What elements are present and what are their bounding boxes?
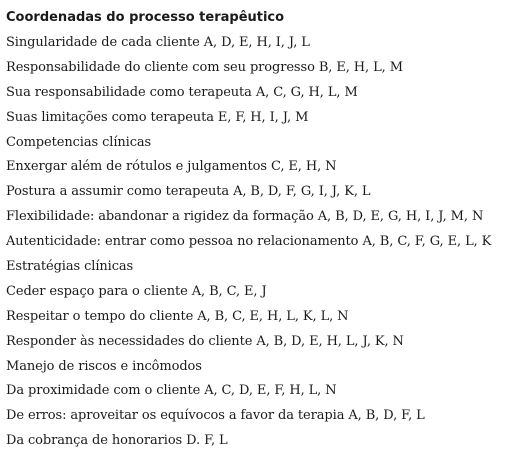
list-item: Responder às necessidades do cliente A, B, D, E, H, L, J, K, N: [6, 333, 404, 349]
list-item: Sua responsabilidade como terapeuta A, C, G, H, L, M: [6, 84, 358, 100]
list-item: Da cobrança de honorarios D. F, L: [6, 433, 228, 449]
list-item: Postura a assumir como terapeuta A, B, D, F, G, I, J, K, L: [6, 184, 371, 200]
list-item: Singularidade de cada cliente A, D, E, H, I, J, L: [6, 35, 310, 50]
list-item: Da proximidade com o cliente A, C, D, E, F, H, L, N: [6, 383, 337, 399]
document-body: [6, 7, 506, 454]
list-item: De erros: aproveitar os equívocos a favor da terapia A, B, D, F, L: [6, 408, 425, 424]
list-item: Flexibilidade: abandonar a rigidez da formação A, B, D, E, G, H, I, J, M, N: [6, 209, 484, 225]
list-item: Enxergar além de rótulos e julgamentos C, E, H, N: [6, 159, 337, 175]
section-heading: Competencias clínicas: [6, 134, 152, 150]
list-item: Autenticidade: entrar como pessoa no relacionamento A, B, C, F, G, E, L, K: [6, 234, 492, 250]
document-title: Coordenadas do processo terapêutico: [6, 10, 285, 25]
list-item: Suas limitações como terapeuta E, F, H, I, J, M: [6, 109, 309, 125]
section-heading: Estratégias clínicas: [6, 259, 134, 275]
list-item: Respeitar o tempo do cliente A, B, C, E, H, L, K, L, N: [6, 308, 349, 324]
list-item: Responsabilidade do cliente com seu progresso B, E, H, L, M: [6, 59, 403, 75]
list-item: Ceder espaço para o cliente A, B, C, E, J: [6, 283, 267, 299]
section-heading: Manejo de riscos e incômodos: [6, 358, 202, 374]
